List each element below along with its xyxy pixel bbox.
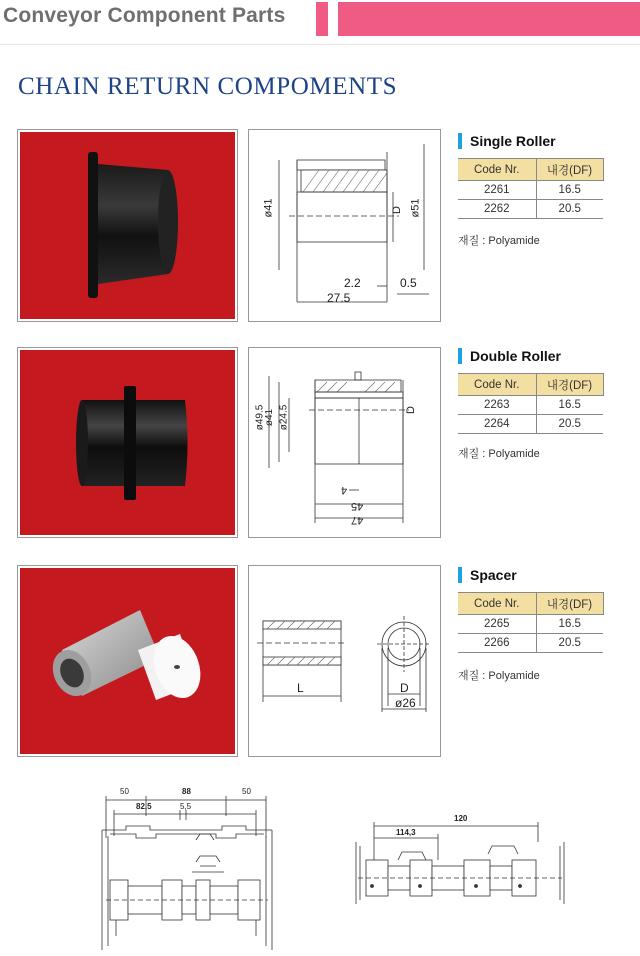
assembly-left-dim-825: 82,5: [136, 802, 152, 811]
diameter-header: 내경(DF): [536, 593, 603, 615]
single-dim-d: D: [390, 206, 403, 214]
double-dim-d245: ø24.5: [278, 404, 290, 431]
spacer-dim-d26: ø26: [395, 696, 416, 710]
spacer-title: Spacer: [458, 567, 517, 583]
table-row: 2261 16.5: [458, 181, 603, 200]
diameter-header: 내경(DF): [536, 159, 603, 181]
spacer-drawing: [248, 565, 441, 757]
header-divider: [0, 44, 640, 45]
spacer-dim-d: D: [400, 681, 409, 695]
double-roller-drawing: [248, 347, 441, 538]
spacer-photo: [17, 565, 238, 757]
assembly-left-dim-50b: 50: [242, 787, 251, 796]
double-dim-d495: ø49.5: [254, 404, 266, 431]
double-dim-d41: ø41: [264, 408, 276, 427]
table-row: 2266 20.5: [458, 634, 603, 653]
single-roller-material: 재질 : Polyamide: [458, 235, 540, 247]
table-row: 2263 16.5: [458, 396, 603, 415]
assembly-right-drawing: [350, 812, 570, 917]
single-roller-drawing: [248, 129, 441, 322]
code-header: Code Nr.: [458, 374, 536, 396]
section-title: CHAIN RETURN COMPOMENTS: [18, 73, 398, 100]
single-dim-22: 2.2: [344, 276, 361, 290]
assembly-right-dim-1143: 114,3: [396, 828, 416, 837]
header-accent-bar: [338, 2, 640, 36]
spacer-table: [458, 592, 604, 653]
diameter-header: 내경(DF): [536, 374, 603, 396]
double-dim-4: 4: [341, 484, 348, 496]
code-header: Code Nr.: [458, 159, 536, 181]
assembly-left-dim-55: 5,5: [180, 802, 192, 811]
double-roller-photo: [17, 347, 238, 538]
table-row: 2262 20.5: [458, 200, 603, 219]
double-roller-title: Double Roller: [458, 348, 561, 364]
assembly-left-dim-88: 88: [182, 787, 191, 796]
assembly-left-drawing: [96, 786, 286, 952]
single-roller-table: [458, 158, 604, 219]
single-dim-05: 0.5: [400, 276, 417, 290]
double-dim-47: 47: [351, 514, 364, 526]
double-dim-d: D: [404, 406, 417, 414]
spacer-dim-l: L: [297, 681, 304, 695]
header-title: Conveyor Component Parts: [3, 4, 286, 27]
double-roller-table: [458, 373, 604, 434]
single-dim-275: 27.5: [327, 291, 351, 305]
single-dim-d41: ø41: [262, 198, 275, 218]
single-roller-title: Single Roller: [458, 133, 556, 149]
spacer-material: 재질 : Polyamide: [458, 670, 540, 682]
assembly-left-dim-50a: 50: [120, 787, 129, 796]
code-header: Code Nr.: [458, 593, 536, 615]
double-dim-45: 45: [351, 500, 364, 512]
table-row: 2265 16.5: [458, 615, 603, 634]
single-dim-d51: ø51: [409, 198, 422, 218]
header-accent-small: [316, 2, 328, 36]
table-row: 2264 20.5: [458, 415, 603, 434]
assembly-right-dim-120: 120: [454, 814, 468, 823]
single-roller-photo: [17, 129, 238, 322]
double-roller-material: 재질 : Polyamide: [458, 448, 540, 460]
